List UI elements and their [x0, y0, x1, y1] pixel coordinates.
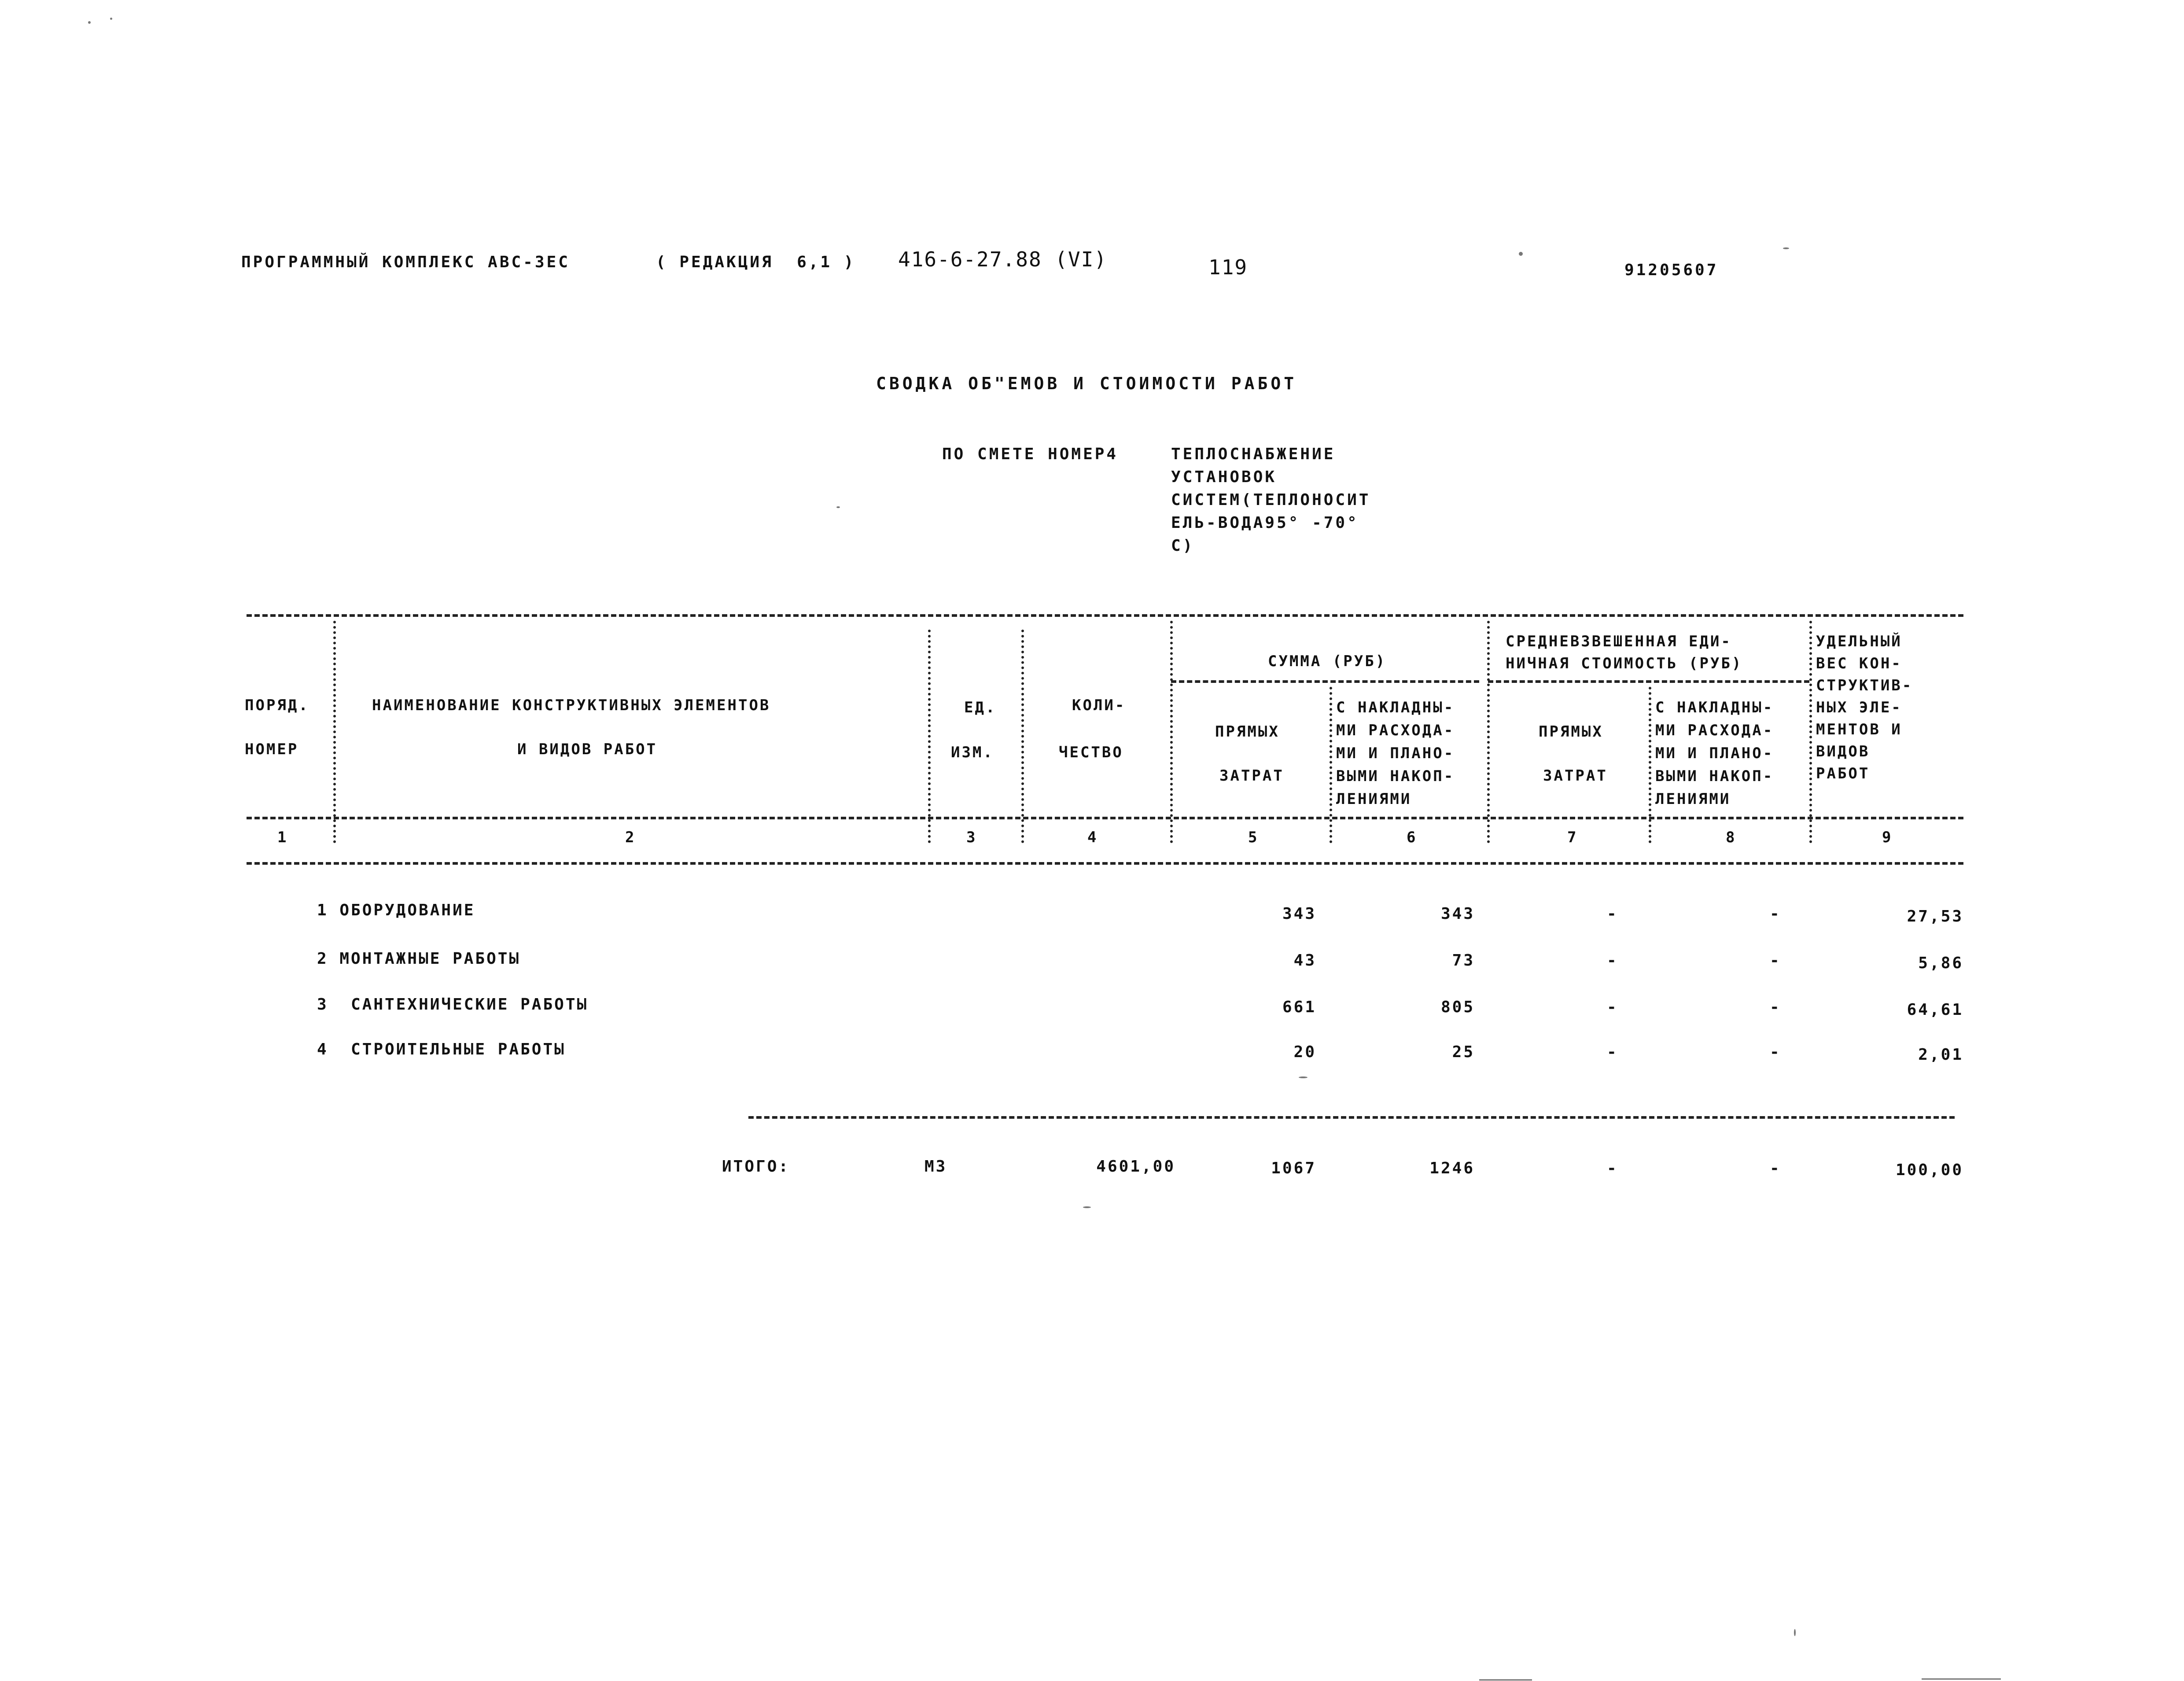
- total-share: 100,00: [1895, 1161, 1963, 1179]
- edition-label: ( РЕДАКЦИЯ 6,1 ): [656, 253, 856, 271]
- scan-speck: [1783, 247, 1789, 249]
- column-separator: [1330, 687, 1332, 843]
- table-row-avg-direct: -: [1607, 951, 1618, 970]
- header-unit-1: ЕД.: [964, 699, 997, 716]
- header-avg-overhead-4: ВЫМИ НАКОП-: [1655, 767, 1774, 785]
- estimate-name-line-5: С): [1171, 537, 1195, 555]
- table-row-overhead: 805: [1440, 998, 1475, 1016]
- header-overhead-1: С НАКЛАДНЫ-: [1336, 699, 1455, 716]
- scan-speck: [88, 21, 91, 24]
- header-avg-direct-2: ЗАТРАТ: [1543, 767, 1608, 785]
- column-separator: [928, 630, 931, 843]
- header-share-6: ВИДОВ: [1816, 743, 1870, 760]
- scan-speck: [1479, 1679, 1532, 1681]
- header-avg-direct-1: ПРЯМЫХ: [1539, 723, 1603, 741]
- table-row-share: 27,53: [1907, 907, 1963, 925]
- page-number: 119: [1208, 255, 1248, 279]
- scan-speck: [836, 506, 840, 508]
- scan-speck: [110, 18, 112, 20]
- column-separator: [1021, 630, 1024, 843]
- scan-speck: [1083, 1206, 1091, 1208]
- header-quantity-2: ЧЕСТВО: [1059, 744, 1123, 761]
- column-number-2: 2: [625, 829, 636, 846]
- table-row-avg-direct: -: [1607, 1043, 1618, 1061]
- header-sum-group: СУММА (РУБ): [1268, 652, 1387, 670]
- total-overhead: 1246: [1429, 1159, 1475, 1177]
- totals-rule: [748, 1116, 1955, 1119]
- header-avg-overhead-1: С НАКЛАДНЫ-: [1655, 699, 1774, 716]
- header-direct-1: ПРЯМЫХ: [1215, 723, 1280, 741]
- header-bottom-rule: [247, 817, 1963, 819]
- header-unit-2: ИЗМ.: [951, 744, 994, 761]
- estimate-name-line-4: ЕЛЬ-ВОДА95° -70°: [1171, 514, 1359, 532]
- header-quantity-1: КОЛИ-: [1072, 697, 1126, 714]
- total-label: ИТОГО:: [722, 1158, 790, 1176]
- table-row-avg-direct: -: [1607, 998, 1618, 1016]
- header-order-2: НОМЕР: [245, 741, 299, 758]
- project-code: 416-6-27.88 (VI): [898, 247, 1108, 271]
- table-top-rule: [247, 614, 1963, 617]
- sum-group-rule: [1171, 680, 1479, 683]
- table-row-overhead: 343: [1440, 905, 1475, 923]
- estimate-name-line-1: ТЕПЛОСНАБЖЕНИЕ: [1171, 445, 1336, 463]
- estimate-name-line-3: СИСТЕМ(ТЕПЛОНОСИТ: [1171, 491, 1371, 509]
- table-row-overhead: 73: [1452, 951, 1475, 970]
- header-share-4: НЫХ ЭЛЕ-: [1816, 699, 1902, 716]
- total-quantity: 4601,00: [1096, 1158, 1175, 1176]
- table-row-name: 1 ОБОРУДОВАНИЕ: [317, 901, 475, 919]
- header-avg-overhead-3: МИ И ПЛАНО-: [1655, 745, 1774, 762]
- total-unit: М3: [924, 1158, 947, 1176]
- table-row-avg-overhead: -: [1770, 951, 1781, 970]
- scan-speck: [1794, 1629, 1796, 1636]
- table-row-avg-overhead: -: [1770, 905, 1781, 923]
- estimate-name-line-2: УСТАНОВОК: [1171, 468, 1277, 486]
- header-overhead-4: ВЫМИ НАКОП-: [1336, 767, 1455, 785]
- column-separator: [1170, 621, 1173, 843]
- table-row-share: 2,01: [1918, 1046, 1963, 1064]
- table-row-direct: 20: [1293, 1043, 1316, 1061]
- table-row-direct: 343: [1282, 905, 1316, 923]
- total-avg-direct: -: [1607, 1159, 1618, 1177]
- column-number-6: 6: [1407, 829, 1418, 846]
- header-share-7: РАБОТ: [1816, 765, 1870, 782]
- report-title: СВОДКА ОБ"ЕМОВ И СТОИМОСТИ РАБОТ: [876, 374, 1297, 393]
- table-row-name: 2 МОНТАЖНЫЕ РАБОТЫ: [317, 950, 521, 968]
- column-separator: [1487, 621, 1490, 843]
- header-avg-overhead-5: ЛЕНИЯМИ: [1655, 790, 1731, 808]
- header-share-3: СТРУКТИВ-: [1816, 677, 1913, 694]
- table-row-name: 3 САНТЕХНИЧЕСКИЕ РАБОТЫ: [317, 995, 589, 1014]
- column-number-1: 1: [277, 829, 288, 846]
- document-number: 91205607: [1624, 261, 1719, 279]
- avg-group-rule: [1488, 680, 1809, 683]
- table-row-name: 4 СТРОИТЕЛЬНЫЕ РАБОТЫ: [317, 1040, 566, 1058]
- header-direct-2: ЗАТРАТ: [1219, 767, 1284, 785]
- table-row-avg-direct: -: [1607, 905, 1618, 923]
- column-separator: [1649, 687, 1651, 843]
- column-number-9: 9: [1882, 829, 1893, 846]
- header-share-5: МЕНТОВ И: [1816, 721, 1902, 738]
- column-numbers-rule: [247, 862, 1963, 865]
- program-name: ПРОГРАММНЫЙ КОМПЛЕКС АВС-3ЕС: [241, 253, 570, 271]
- total-direct: 1067: [1271, 1159, 1316, 1177]
- header-name-2: И ВИДОВ РАБОТ: [517, 741, 658, 758]
- header-avg-group-1: СРЕДНЕВЗВЕШЕННАЯ ЕДИ-: [1506, 633, 1732, 650]
- column-number-3: 3: [966, 829, 977, 846]
- header-avg-overhead-2: МИ РАСХОДА-: [1655, 722, 1774, 739]
- table-row-overhead: 25: [1452, 1043, 1475, 1061]
- header-overhead-3: МИ И ПЛАНО-: [1336, 745, 1455, 762]
- header-order-1: ПОРЯД.: [245, 697, 309, 714]
- scan-speck: [1519, 252, 1523, 256]
- column-number-8: 8: [1726, 829, 1737, 846]
- header-avg-group-2: НИЧНАЯ СТОИМОСТЬ (РУБ): [1506, 655, 1743, 672]
- column-number-5: 5: [1248, 829, 1259, 846]
- table-row-direct: 661: [1282, 998, 1316, 1016]
- header-overhead-2: МИ РАСХОДА-: [1336, 722, 1455, 739]
- estimate-label: ПО СМЕТЕ НОМЕР4: [942, 445, 1119, 463]
- column-separator: [1809, 621, 1812, 843]
- column-number-4: 4: [1087, 829, 1098, 846]
- table-row-avg-overhead: -: [1770, 1043, 1781, 1061]
- scan-speck: [1922, 1678, 2001, 1680]
- table-row-share: 5,86: [1918, 954, 1963, 972]
- total-avg-overhead: -: [1770, 1159, 1781, 1177]
- table-row-avg-overhead: -: [1770, 998, 1781, 1016]
- header-overhead-5: ЛЕНИЯМИ: [1336, 790, 1412, 808]
- column-separator: [333, 621, 336, 843]
- header-share-1: УДЕЛЬНЫЙ: [1816, 633, 1902, 650]
- table-row-share: 64,61: [1907, 1001, 1963, 1019]
- scan-speck: [1299, 1076, 1307, 1078]
- table-row-direct: 43: [1293, 951, 1316, 970]
- column-number-7: 7: [1567, 829, 1578, 846]
- header-share-2: ВЕС КОН-: [1816, 655, 1902, 672]
- header-name-1: НАИМЕНОВАНИЕ КОНСТРУКТИВНЫХ ЭЛЕМЕНТОВ: [372, 697, 771, 714]
